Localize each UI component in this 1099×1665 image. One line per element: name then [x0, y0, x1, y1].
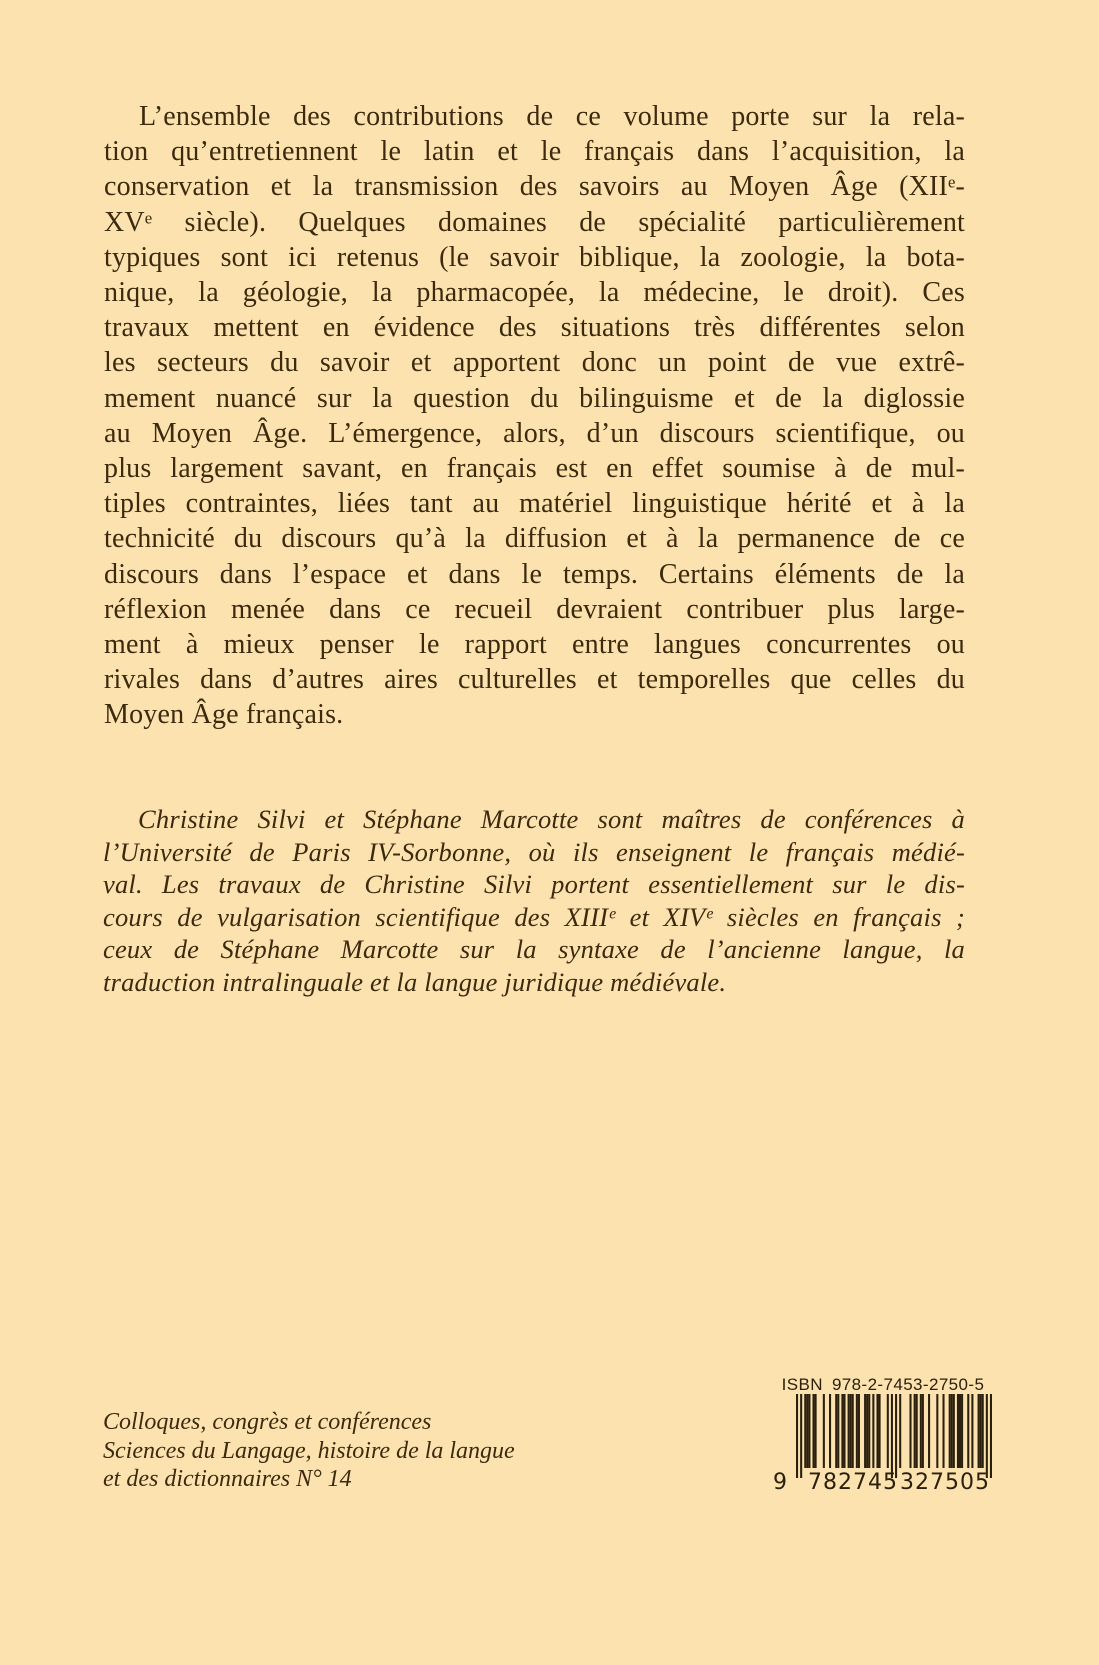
synopsis-line: travaux mettent en évidence des situations très différentes selon: [104, 312, 965, 344]
isbn-label: ISBN: [781, 1375, 823, 1394]
isbn-barcode-block: [770, 1376, 996, 1494]
ean-digits-row: [770, 1470, 996, 1494]
synopsis-line: rivales dans d’autres aires culturelles et temporelles que celles du: [104, 664, 965, 696]
bio-line: Christine Silvi et Stéphane Marcotte sont maîtres de conférences à: [138, 804, 965, 834]
authors-bio-paragraph: [103, 803, 965, 998]
synopsis-line: ment à mieux penser le rapport entre langues concurrentes ou: [104, 629, 965, 661]
synopsis-line: tion qu’entretiennent le latin et le français dans l’acquisition, la: [104, 136, 965, 168]
synopsis-line: tiples contraintes, liées tant au matériel linguistique hérité et à la: [104, 488, 965, 520]
series-imprint: [103, 1408, 623, 1494]
bio-line: l’Université de Paris IV-Sorbonne, où ils enseignent le français médié-: [103, 836, 965, 867]
ean-digit-group2: 327505: [900, 1470, 990, 1495]
series-line: Colloques, congrès et conférences: [103, 1409, 432, 1435]
synopsis-line: Moyen Âge français.: [104, 699, 344, 731]
series-line: et des dictionnaires N° 14: [103, 1466, 352, 1492]
synopsis-line: les secteurs du savoir et apportent donc un point de vue extrê-: [104, 347, 965, 379]
bio-line: ceux de Stéphane Marcotte sur la syntaxe de l’ancienne langue, la: [103, 934, 965, 964]
ean-digit-group1: 782745: [808, 1470, 898, 1495]
bio-line: val. Les travaux de Christine Silvi portent essentiellement sur le dis-: [103, 869, 965, 899]
isbn-number: 978-2-7453-2750-5: [831, 1375, 985, 1394]
synopsis-line: plus largement savant, en français est en effet soumise à de mul-: [104, 453, 965, 485]
synopsis-line: au Moyen Âge. L’émergence, alors, d’un discours scientifique, ou: [104, 417, 965, 449]
synopsis-line: typiques sont ici retenus (le savoir biblique, la zoologie, la bota-: [104, 241, 965, 273]
synopsis-line: XVᵉ siècle). Quelques domaines de spécialité particulièrement: [104, 206, 965, 238]
ean-digit-first: 9: [773, 1470, 787, 1495]
ean13-barcode: [796, 1394, 992, 1478]
isbn-text: [770, 1376, 996, 1393]
synopsis-line: L’ensemble des contributions de ce volume porte sur la rela-: [139, 101, 965, 132]
bio-line: cours de vulgarisation scientifique des XIIIᵉ et XIVᵉ siècles en français ;: [103, 901, 965, 932]
synopsis-line: réflexion menée dans ce recueil devraient contribuer plus large-: [104, 593, 965, 625]
synopsis-line: technicité du discours qu’à la diffusion et à la permanence de ce: [104, 523, 965, 555]
synopsis-line: mement nuancé sur la question du bilinguisme et de la diglossie: [104, 382, 965, 414]
synopsis-paragraph: [104, 99, 965, 733]
synopsis-line: conservation et la transmission des savoirs au Moyen Âge (XIIᵉ-: [104, 171, 965, 203]
synopsis-line: discours dans l’espace et dans le temps. Certains éléments de la: [104, 558, 965, 590]
synopsis-line: nique, la géologie, la pharmacopée, la médecine, le droit). Ces: [104, 277, 965, 309]
bio-line: traduction intralinguale et la langue juridique médiévale.: [103, 966, 727, 997]
series-line: Sciences du Langage, histoire de la langue: [103, 1437, 515, 1464]
